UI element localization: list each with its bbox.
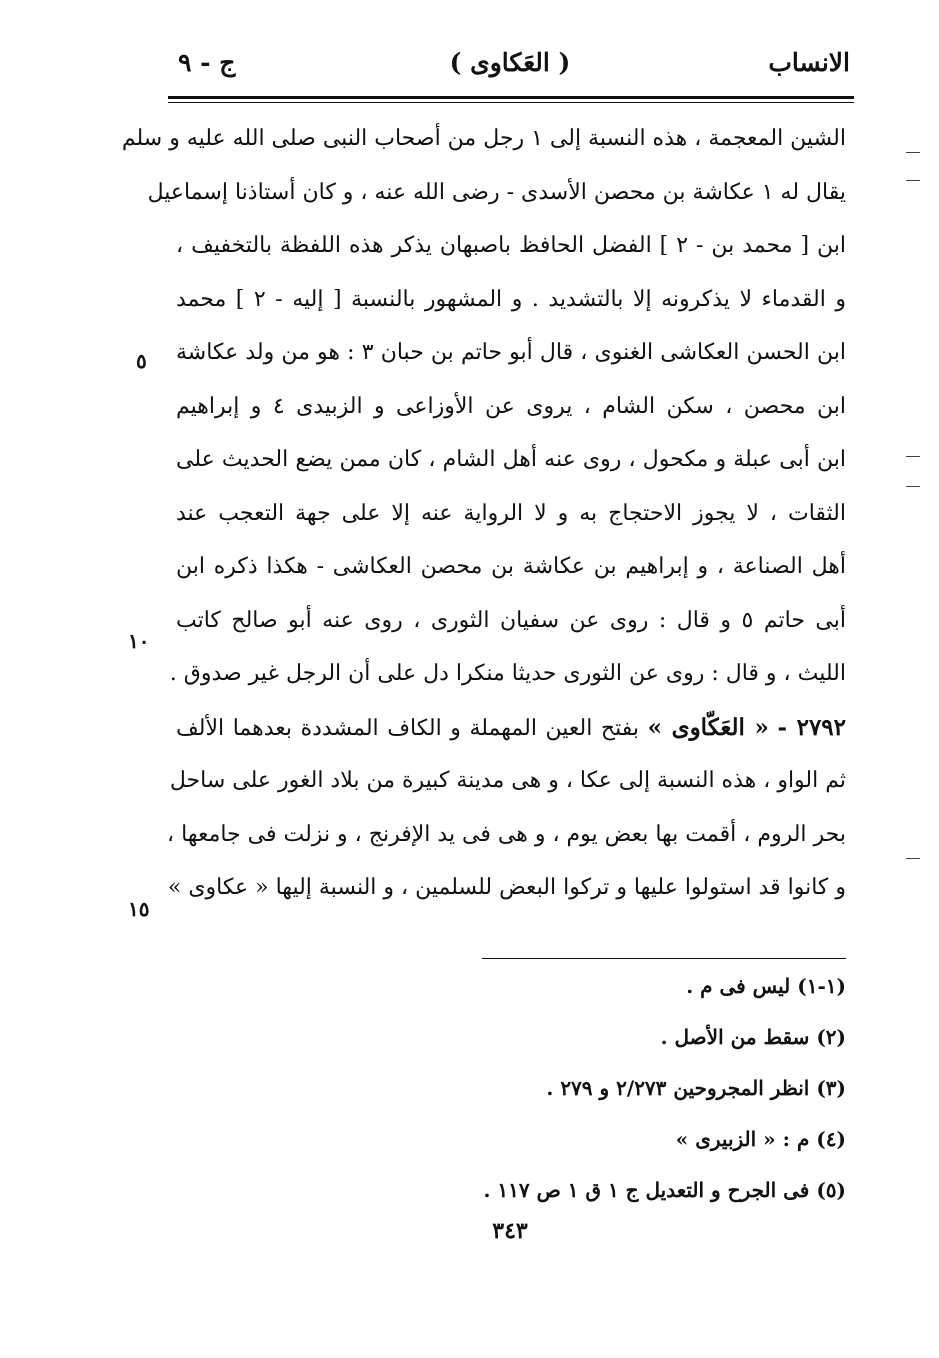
line-number-10: ١٠ — [128, 629, 150, 653]
page-number: ٣٤٣ — [492, 1218, 528, 1244]
text-line: الشين المعجمة ، هذه النسبة إلى ١ رجل من أصحاب النبى صلى الله عليه و سلم — [121, 126, 846, 151]
page-header — [170, 40, 850, 92]
footnote-3: (٣) انظر المجروحين ٢/٢٧٣ و ٢٧٩ . — [546, 1076, 846, 1100]
line-number-5: ٥ — [136, 349, 147, 373]
entry-title: « العَكّاوى » — [647, 713, 769, 741]
text-line: و القدماء لا يذكرونه إلا بالتشديد . و المشهور بالنسبة [ إليه - ٢ ] محمد — [176, 286, 846, 312]
text-line: أهل الصناعة ، و إبراهيم بن عكاشة بن محصن العكاشى - هكذا ذكره ابن — [176, 554, 846, 579]
text-line: ابن أبى عبلة و مكحول ، روى عنه أهل الشام ، كان ممن يضع الحديث على — [176, 447, 846, 472]
text-line: يقال له ١ عكاشة بن محصن الأسدى - رضى الله عنه ، و كان أستاذنا إسماعيل — [147, 179, 846, 205]
scan-tick — [906, 486, 920, 487]
section-title: الانساب — [768, 48, 850, 77]
footnote-2: (٢) سقط من الأصل . — [660, 1025, 846, 1049]
text-line: بحر الروم ، أقمت بها بعض يوم ، و هى فى يد الإفرنج ، و نزلت فى جامعها ، — [167, 821, 846, 847]
footnote-1: (١-١) ليس فى م . — [686, 974, 846, 998]
text-line: ابن [ محمد بن - ٢ ] الفضل الحافظ باصبهان يذكر هذه اللفظة بالتخفيف ، — [176, 233, 846, 258]
text-line: و كانوا قد استولوا عليها و تركوا البعض للسلمين ، و النسبة إليها « عكاوى » — [167, 875, 846, 900]
text-line: ابن محصن ، سكن الشام ، يروى عن الأوزاعى و الزبيدى ٤ و إبراهيم — [176, 393, 846, 419]
scan-tick — [906, 152, 920, 153]
footnote-separator — [482, 958, 846, 959]
entry-number: ٢٧٩٢ - — [777, 713, 847, 741]
text-line: أبى حاتم ٥ و قال : روى عن سفيان الثورى ، روى عنه أبو صالح كاتب — [176, 607, 846, 633]
entry-heading-text: بفتح العين المهملة و الكاف المشددة بعدهما الألف — [176, 715, 640, 741]
header-rule-thin — [168, 102, 854, 103]
footnote-5: (٥) فى الجرح و التعديل ج ١ ق ١ ص ١١٧ . — [483, 1178, 846, 1202]
volume-label: ج - ٩ — [178, 48, 236, 77]
text-line: ابن الحسن العكاشى الغنوى ، قال أبو حاتم بن حبان ٣ : هو من ولد عكاشة — [176, 340, 846, 365]
scan-tick — [906, 858, 920, 859]
line-number-15: ١٥ — [128, 897, 150, 921]
footnotes — [326, 965, 846, 1220]
entry-heading-line — [176, 701, 846, 755]
footnote-4: (٤) م : « الزبيرى » — [675, 1127, 846, 1151]
scan-tick — [906, 180, 920, 181]
header-rule — [168, 96, 854, 99]
scan-tick — [906, 456, 920, 457]
text-line: الليث ، و قال : روى عن الثورى حديثا منكرا دل على أن الرجل غير صدوق . — [169, 661, 846, 686]
text-line: الثقات ، لا يجوز الاحتجاج به و لا الرواية عنه إلا على جهة التعجب عند — [176, 500, 846, 526]
text-line: ثم الواو ، هذه النسبة إلى عكا ، و هى مدينة كبيرة من بلاد الغور على ساحل — [169, 768, 846, 793]
running-entry-title: ( العَكاوى ) — [449, 48, 571, 77]
